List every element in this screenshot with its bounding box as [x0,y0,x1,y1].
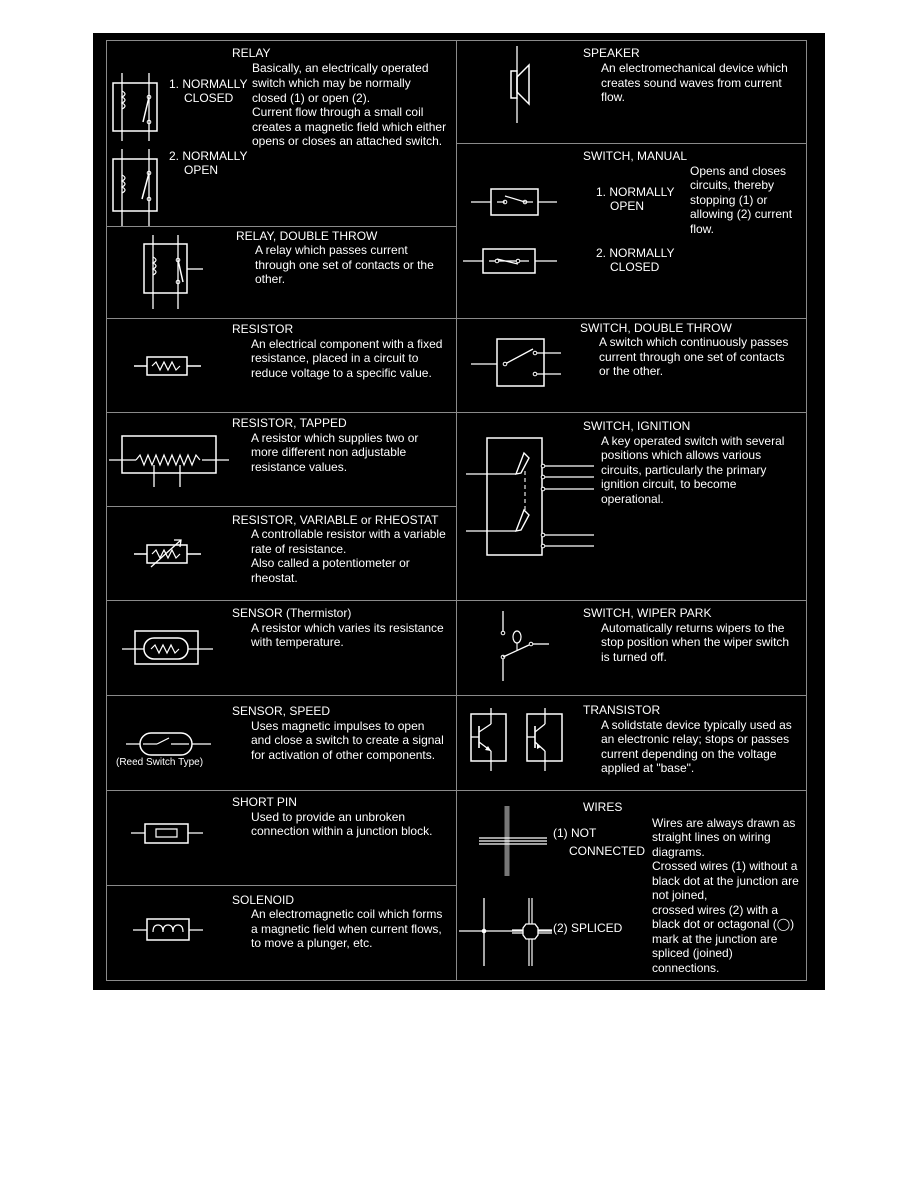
relay-desc-line-2: switch which may be normally [252,76,411,90]
switch-double-throw-desc-2: current through one set of contacts [599,350,785,364]
switch-ignition-desc-1: A key operated switch with several [601,434,785,448]
switch-ignition-title: SWITCH, IGNITION [583,419,691,433]
short-pin-desc-2: connection within a junction block. [251,824,433,838]
switch-ignition-symbol [457,413,597,602]
switch-manual-nc-label-2: CLOSED [610,260,660,274]
transistor-symbols [457,696,577,792]
wires-desc-6: not joined, [652,888,708,902]
switch-manual-no-label-1: 1. NORMALLY [596,185,675,199]
resistor-tapped-desc-1: A resistor which supplies two or [251,431,419,445]
solenoid-title: SOLENOID [232,893,295,907]
sensor-speed-symbol [107,696,227,792]
switch-double-throw-desc-3: or the other. [599,364,664,378]
transistor-title: TRANSISTOR [583,703,661,717]
transistor-desc-3: current depending on the voltage [601,747,777,761]
resistor-symbol [107,319,227,414]
switch-manual-desc-2: circuits, thereby [690,178,775,192]
relay-double-throw-desc-2: through one set of contacts or the [255,258,434,272]
sensor-speed-desc-3: for activation of other components. [251,748,436,762]
resistor-tapped-symbol [107,413,237,508]
switch-manual-nc-label-1: 2. NORMALLY [596,246,675,260]
switch-wiper-park-desc-1: Automatically returns wipers to the [601,621,785,635]
wires-desc-1: Wires are always drawn as [652,816,796,830]
resistor-desc-1: An electrical component with a fixed [251,337,443,351]
relay-normally-open-symbol [107,41,187,231]
resistor-variable-desc-4: rheostat. [251,571,298,585]
wires-not-connected-label-1: (1) NOT [553,826,597,840]
relay-double-throw-title: RELAY, DOUBLE THROW [236,229,378,243]
speaker-symbol [457,41,577,145]
switch-manual-title: SWITCH, MANUAL [583,149,688,163]
switch-manual-no-label-2: OPEN [610,199,645,213]
speaker-desc-1: An electromechanical device which [601,61,788,75]
transistor-desc-4: applied at "base". [601,761,695,775]
resistor-variable-desc-2: rate of resistance. [251,542,347,556]
resistor-title: RESISTOR [232,322,294,336]
sensor-thermistor-cell [106,600,457,696]
resistor-variable-symbol [107,507,227,602]
solenoid-desc-1: An electromagnetic coil which forms [251,907,443,921]
wires-desc-2: straight lines on wiring [652,830,771,844]
resistor-variable-cell [106,506,457,601]
resistor-variable-desc-1: A controllable resistor with a variable [251,527,446,541]
relay-double-throw-desc-1: A relay which passes current [255,243,408,257]
sensor-thermistor-title: SENSOR (Thermistor) [232,606,352,620]
switch-double-throw-desc-1: A switch which continuously passes [599,335,789,349]
wires-desc-7: crossed wires (2) with a [652,903,779,917]
switch-ignition-desc-5: operational. [601,492,664,506]
speaker-desc-3: flow. [601,90,626,104]
relay-nc-label-2: CLOSED [184,91,234,105]
sensor-speed-title: SENSOR, SPEED [232,704,331,718]
short-pin-cell [106,790,457,886]
wires-title: WIRES [583,800,623,814]
wires-cell [456,790,807,981]
relay-desc-line-4: Current flow through a small coil [252,105,424,119]
solenoid-symbol [107,886,227,982]
switch-wiper-park-desc-2: stop position when the wiper switch [601,635,790,649]
switch-wiper-park-desc-3: is turned off. [601,650,667,664]
relay-double-throw-desc-3: other. [255,272,286,286]
speaker-cell [456,40,807,144]
short-pin-desc-1: Used to provide an unbroken [251,810,406,824]
switch-ignition-desc-2: positions which allows various [601,448,762,462]
wires-desc-9: mark at the junction are [652,932,778,946]
wires-desc-10: spliced (joined) [652,946,733,960]
resistor-tapped-desc-2: more different non adjustable [251,445,407,459]
relay-desc-line-3: closed (1) or open (2). [252,91,371,105]
relay-no-label-2: OPEN [184,163,219,177]
switch-double-throw-symbol [457,319,577,414]
switch-wiper-park-symbol [457,601,577,697]
solenoid-desc-2: a magnetic field when current flows, [251,922,442,936]
switch-ignition-cell [456,412,807,601]
sensor-thermistor-desc-2: with temperature. [251,635,344,649]
transistor-desc-2: an electronic relay; stops or passes [601,732,790,746]
relay-title: RELAY [232,46,271,60]
switch-manual-desc-3: stopping (1) or [690,193,768,207]
solenoid-cell [106,885,457,981]
wires-desc-11: connections. [652,961,720,975]
relay-cell [106,40,457,227]
speaker-desc-2: creates sound waves from current [601,76,782,90]
resistor-desc-2: resistance, placed in a circuit to [251,351,419,365]
resistor-tapped-title: RESISTOR, TAPPED [232,416,347,430]
resistor-tapped-desc-3: resistance values. [251,460,348,474]
wires-spliced-label: (2) SPLICED [553,921,623,935]
sensor-speed-cell [106,695,457,791]
relay-desc-line-5: creates a magnetic field which either [252,120,447,134]
switch-manual-desc-1: Opens and closes [690,164,787,178]
resistor-tapped-cell [106,412,457,507]
resistor-cell [106,318,457,413]
wires-desc-4: Crossed wires (1) without a [652,859,798,873]
switch-ignition-desc-4: ignition circuit, to become [601,477,737,491]
sensor-thermistor-symbol [107,601,227,697]
relay-no-label-1: 2. NORMALLY [169,149,248,163]
relay-double-throw-symbol [107,227,217,320]
speaker-title: SPEAKER [583,46,640,60]
switch-manual-desc-5: flow. [690,222,715,236]
switch-wiper-park-cell [456,600,807,696]
wires-desc-8: black dot or octagonal (◯) [652,917,795,931]
wires-desc-3: diagrams. [652,845,705,859]
switch-manual-desc-4: allowing (2) current [690,207,793,221]
resistor-variable-desc-3: Also called a potentiometer or [251,556,410,570]
symbol-legend-sheet [93,33,825,990]
sensor-thermistor-desc-1: A resistor which varies its resistance [251,621,444,635]
resistor-desc-3: reduce voltage to a specific value. [251,366,432,380]
relay-desc-line-1: Basically, an electrically operated [252,61,429,75]
short-pin-title: SHORT PIN [232,795,297,809]
solenoid-desc-3: to move a plunger, etc. [251,936,373,950]
transistor-desc-1: A solidstate device typically used as [601,718,792,732]
resistor-variable-title: RESISTOR, VARIABLE or RHEOSTAT [232,513,439,527]
switch-ignition-desc-3: circuits, particularly the primary [601,463,767,477]
switch-double-throw-title: SWITCH, DOUBLE THROW [580,321,732,335]
sensor-speed-desc-1: Uses magnetic impulses to open [251,719,425,733]
transistor-cell [456,695,807,791]
short-pin-symbol [107,791,227,887]
wires-not-connected-label-2: CONNECTED [569,844,646,858]
relay-desc-line-6: opens or closes an attached switch. [252,134,443,148]
wires-spliced-symbol [457,791,577,982]
sensor-speed-caption: (Reed Switch Type) [116,757,204,768]
wires-desc-5: black dot at the junction are [652,874,799,888]
switch-double-throw-cell [456,318,807,413]
switch-manual-nc-symbol [457,144,577,320]
sensor-speed-desc-2: and close a switch to create a signal [251,733,444,747]
switch-wiper-park-title: SWITCH, WIPER PARK [583,606,712,620]
relay-double-throw-cell [106,226,457,319]
switch-manual-cell [456,143,807,319]
relay-nc-label-1: 1. NORMALLY [169,77,248,91]
